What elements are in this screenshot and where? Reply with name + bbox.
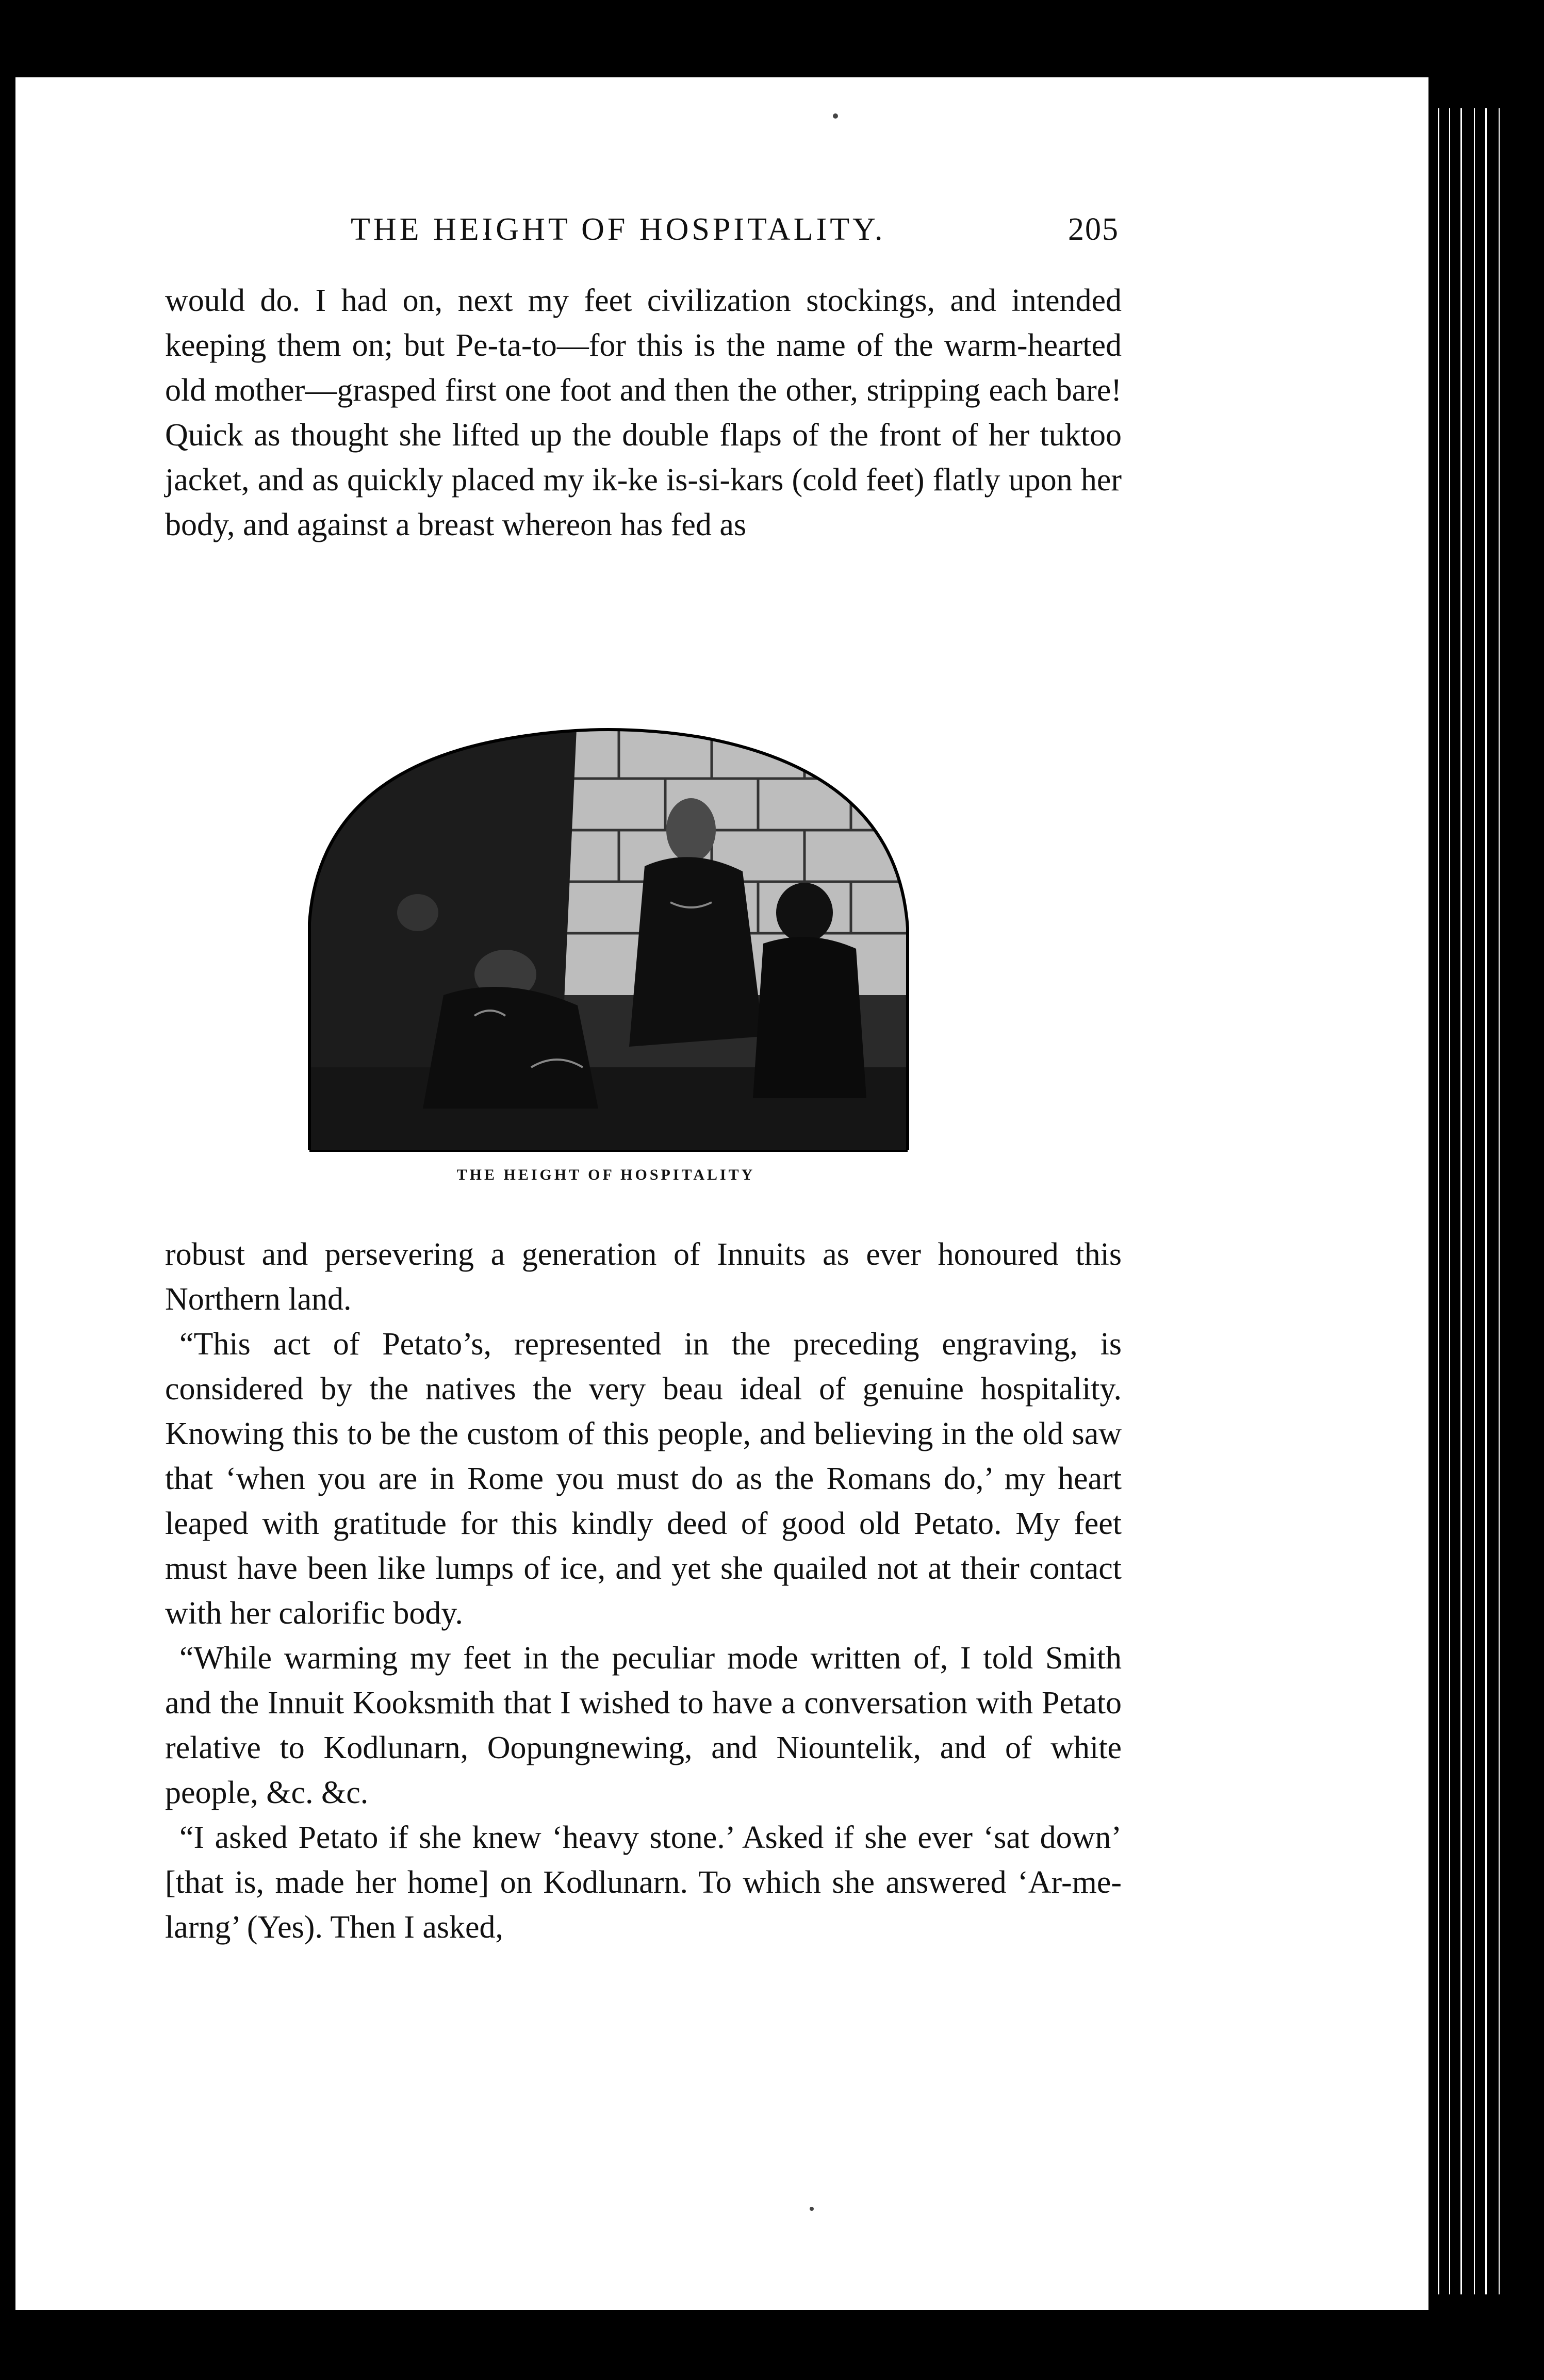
engraving-illustration xyxy=(289,706,923,1160)
paragraph: “I asked Petato if she knew ‘heavy stone.’ Asked if she ever ‘sat down’ [that is, made her home] on Kodlunarn. To which she answered ‘Ar-me-larng’ (Yes). Then I asked, xyxy=(165,1820,1122,1945)
running-title: THE HEIGHT OF HOSPITALITY. xyxy=(351,212,886,247)
scan-left-border xyxy=(0,0,15,2380)
body-text-bottom xyxy=(165,1232,1122,2016)
ink-speck xyxy=(833,113,838,119)
paragraph: robust and persevering a generation of Innuits as ever honoured this Northern land. xyxy=(165,1237,1122,1317)
figure-caption: THE HEIGHT OF HOSPITALITY xyxy=(456,1166,755,1183)
ink-speck xyxy=(810,2207,814,2211)
page-number: 205 xyxy=(1068,212,1119,247)
paragraph: “This act of Petato’s, represented in the preceding engraving, is considered by the natives the very beau ideal of genuine hospitality. Knowing this to be the custom of this people, and believing in the old saw that ‘when you are in Rome you must do as the Romans do,’ my heart leaped with gratitude for this kindly deed of good old Petato. My feet must have been like lumps of ice, and yet she quailed not at their contact with her calorific body. xyxy=(165,1327,1122,1631)
paragraph: “While warming my feet in the peculiar mode written of, I told Smith and the Innuit Kooksmith that I wished to have a conversation with Petato relative to Kodlunarn, Oopungnewing, and Niountelik, and of white people, &c. &c. xyxy=(165,1641,1122,1810)
body-text-top xyxy=(165,278,1122,639)
engraving-image xyxy=(289,706,923,1160)
page-header xyxy=(165,211,1119,253)
book-page-edges xyxy=(1428,88,1511,2305)
paragraph: would do. I had on, next my feet civilization stockings, and intended keeping them on; but Pe-ta-to—for this is the name of the warm-hearted old mother—grasped first one foot and then the other, stripping each bare! Quick as thought she lifted up the double flaps of the front of her tuktoo jacket, and as quickly placed my ik-ke is-si-kars (cold feet) flatly upon her body, and against a breast whereon has fed as xyxy=(165,283,1122,542)
